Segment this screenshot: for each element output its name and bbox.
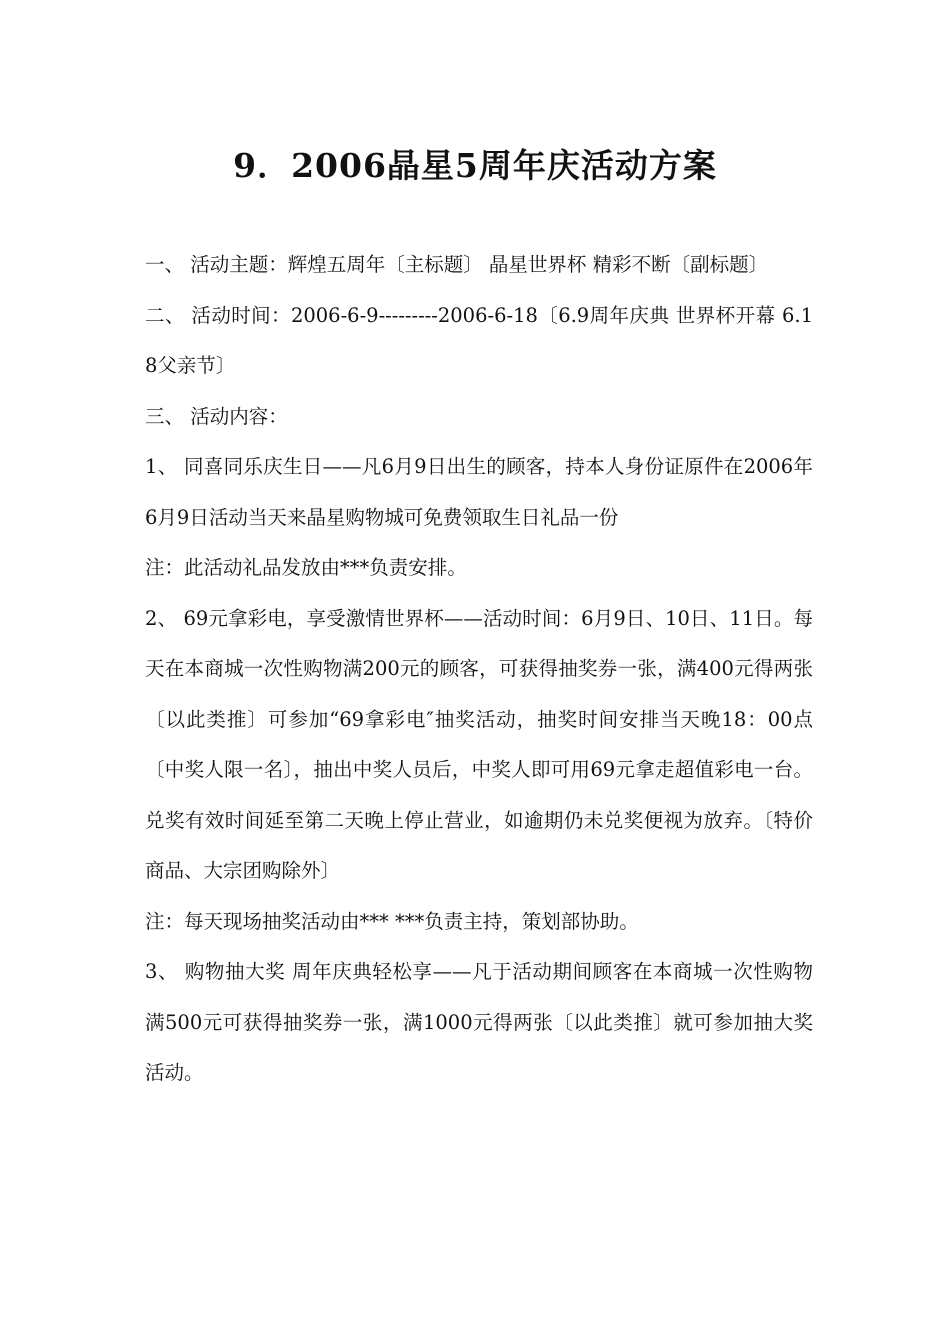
document-title: 9．2006晶星5周年庆活动方案 [233,146,717,185]
paragraph-note-1: 注：此活动礼品发放由***负责安排。 [145,556,467,579]
paragraph-theme: 一、 活动主题：辉煌五周年〔主标题〕 晶星世界杯 精彩不断〔副标题〕 [145,253,769,276]
paragraph-item-1: 1、 同喜同乐庆生日——凡6月9日出生的顾客，持本人身份证原件在2006年6月9日活动当天来晶星购物城可免费领取生日礼品一份 [145,455,813,529]
document-body [145,240,813,1099]
paragraph-note-2: 注：每天现场抽奖活动由*** ***负责主持，策划部协助。 [145,909,639,933]
paragraph-item-3: 3、 购物抽大奖 周年庆典轻松享——凡于活动期间顾客在本商城一次性购物满500元可获得抽奖券一张，满1000元得两张〔以此类推〕就可参加抽大奖活动。 [145,960,813,1084]
paragraph-time: 二、 活动时间：2006-6-9---------2006-6-18〔6.9周年庆典 世界杯开幕 6.18父亲节〕 [145,303,813,377]
paragraph-content-heading: 三、 活动内容： [145,404,288,428]
paragraph-item-2: 2、 69元拿彩电，享受激情世界杯——活动时间：6月9日、10日、11日。每天在本商城一次性购物满200元的顾客，可获得抽奖券一张，满400元得两张〔以此类推〕可参加“69拿彩电″抽奖活动，抽奖时间安排当天晚18：00点〔中奖人限一名〕，抽出中奖人员后，中奖人即可用69元拿走超值彩电一台。兑奖有效时间延至第二天晚上停止营业，如逾期仍未兑奖便视为放弃。〔特价商品、大宗团购除外〕 [145,606,813,882]
